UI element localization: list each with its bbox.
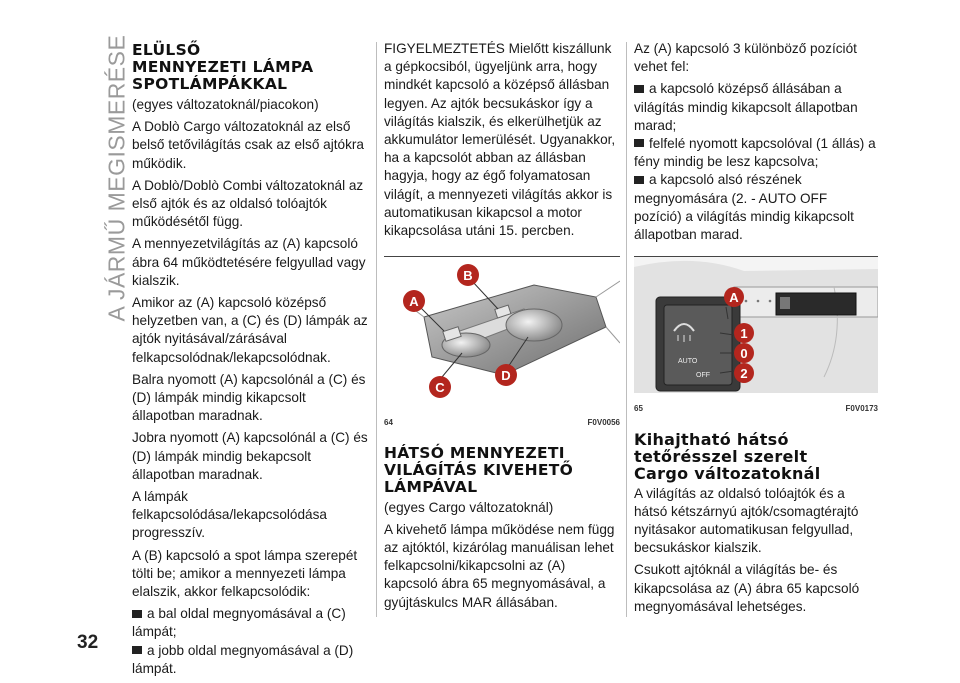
warning-paragraph: FIGYELMEZTETÉS Mielőtt kiszállunk a gépkocsiból, ügyeljünk arra, hogy mindkét kapcsoló a középső állásban legyen. Az ajtók becsukáskor így a világítás kialszik, és elkerülhetjük az akkumulátor lemerülését. Ugyanakkor, ha a kapcsolót abban az állásban hagyja, hogy az égő folyamatosan világít, a mennyezeti világítás akkor is automatikusan kikapcsol a motor kikapcsolása utáni 15. percben. (384, 41, 616, 239)
paragraph: A lámpák felkapcsolódása/lekapcsolódása progresszív. (132, 489, 327, 541)
section-heading: HÁTSÓ MENNYEZETI VILÁGÍTÁS KIVEHETŐ LÁMPÁVAL (384, 443, 574, 496)
label-c (429, 376, 451, 398)
bullet-item: a kapcsoló alsó részének megnyomására (2. - AUTO OFF pozíció) a világítás mindig kikapcsolt állapotban marad. (634, 172, 854, 243)
bullet-item: a bal oldal megnyomásával a (C) lámpát; (132, 606, 346, 640)
label-0 (734, 343, 754, 363)
figure-64 (384, 256, 620, 432)
paragraph: A (B) kapcsoló a spot lámpa szerepét tölti be; amikor a mennyezeti lámpa elalszik, akkor felkapcsolódik: (132, 547, 358, 600)
paragraph: A világítás az oldalsó tolóajtók és a hátsó kétszárnyú ajtók/csomagtérajtó nyitásakor automatikusan felgyullad, becsukáskor kialszik. (634, 485, 859, 556)
section-heading: ELÜLSŐ MENNYEZETI LÁMPA SPOTLÁMPÁKKAL (132, 41, 314, 93)
bullet-item: felfelé nyomott kapcsolóval (1 állás) a fény mindig be lesz kapcsolva; (634, 136, 876, 170)
figure-65 (634, 256, 878, 418)
svg-text:1: 1 (740, 326, 748, 342)
paragraph: Jobra nyomott (A) kapcsolónál a (C) és (D) lámpák mindig bekapcsolt állapotban maradnak. (132, 430, 368, 482)
svg-text:B: B (463, 268, 473, 284)
column-1 (132, 40, 368, 682)
auto-label: AUTO (678, 358, 698, 366)
paragraph: Csukott ajtóknál a világítás be- és kikapcsolása az (A) ábra 65 kapcsoló megnyomásával lehetséges. (634, 562, 860, 614)
label-2 (734, 363, 754, 383)
sidebar-title: A JÁRMŰ MEGISMERÉSE (103, 34, 130, 322)
paragraph: A kivehető lámpa működése nem függ az ajtóktól, kizárólag manuálisan lehet felkapcsolni/kikapcsolni az (A) kapcsoló ábra 65 megnyomásával, a gyújtáskulcs MAR állásában. (384, 521, 615, 610)
figure-number: 65 (634, 404, 643, 414)
section-heading: Kihajtható hátsó tetőrésszel szerelt Cargo változatoknál (634, 429, 821, 483)
label-1 (734, 323, 754, 343)
paragraph: A Doblò Cargo változatoknál az első belső tetővilágítás csak az első ajtókra működik. (132, 119, 364, 171)
figure-code: F0V0056 (587, 418, 620, 428)
column-divider (626, 42, 627, 617)
paragraph: Az (A) kapcsoló 3 különböző pozíciót vehet fel: (634, 41, 857, 75)
paragraph: Balra nyomott (A) kapcsolónál a (C) és (D) lámpák mindig kikapcsolt állapotban maradnak. (132, 371, 366, 424)
bullet-icon (634, 139, 644, 147)
svg-text:A: A (729, 290, 739, 306)
subtitle: (egyes változatoknál/piacokon) (132, 97, 319, 112)
figure-code: F0V0173 (845, 404, 878, 414)
label-a (724, 287, 744, 307)
off-label: OFF (696, 372, 710, 380)
column-3 (634, 40, 878, 620)
bullet-icon (634, 176, 644, 184)
rear-roof-switch-illustration (634, 257, 878, 393)
paragraph: A mennyezetvilágítás az (A) kapcsoló ábra 64 működtetésére felgyullad vagy kialszik. (132, 236, 366, 288)
figure-number: 64 (384, 418, 393, 428)
paragraph: A Doblò/Doblò Combi változatoknál az első ajtók és az oldalsó tolóajtók működésétől függ. (132, 177, 364, 230)
subtitle: (egyes Cargo változatoknál) (384, 499, 554, 515)
figure-caption (384, 414, 620, 432)
paragraph: Amikor az (A) kapcsoló középső helyzetben van, a (C) és (D) lámpák az ajtók nyitásával/zárásával felkapcsolódnak/lekapcsolódnak. (132, 295, 368, 365)
label-a (403, 290, 425, 312)
svg-text:A: A (409, 294, 419, 310)
column-2 (384, 40, 620, 616)
column-divider (376, 42, 377, 617)
figure-caption (634, 400, 878, 418)
bullet-item: a jobb oldal megnyomásával a (D) lámpát. (132, 642, 354, 676)
bullet-icon (634, 85, 644, 93)
bullet-item: a kapcsoló középső állásában a világítás mindig kikapcsolt állapotban marad; (634, 81, 858, 133)
bullet-icon (132, 610, 142, 618)
page-number: 32 (77, 632, 99, 653)
bullet-icon (132, 646, 142, 654)
svg-text:C: C (435, 380, 445, 396)
label-d (495, 364, 517, 386)
label-b (457, 264, 479, 286)
front-ceiling-lamp-illustration (384, 257, 620, 407)
section-sidebar (92, 34, 130, 322)
svg-text:D: D (501, 368, 511, 384)
svg-text:0: 0 (740, 346, 748, 362)
svg-text:2: 2 (740, 366, 748, 382)
